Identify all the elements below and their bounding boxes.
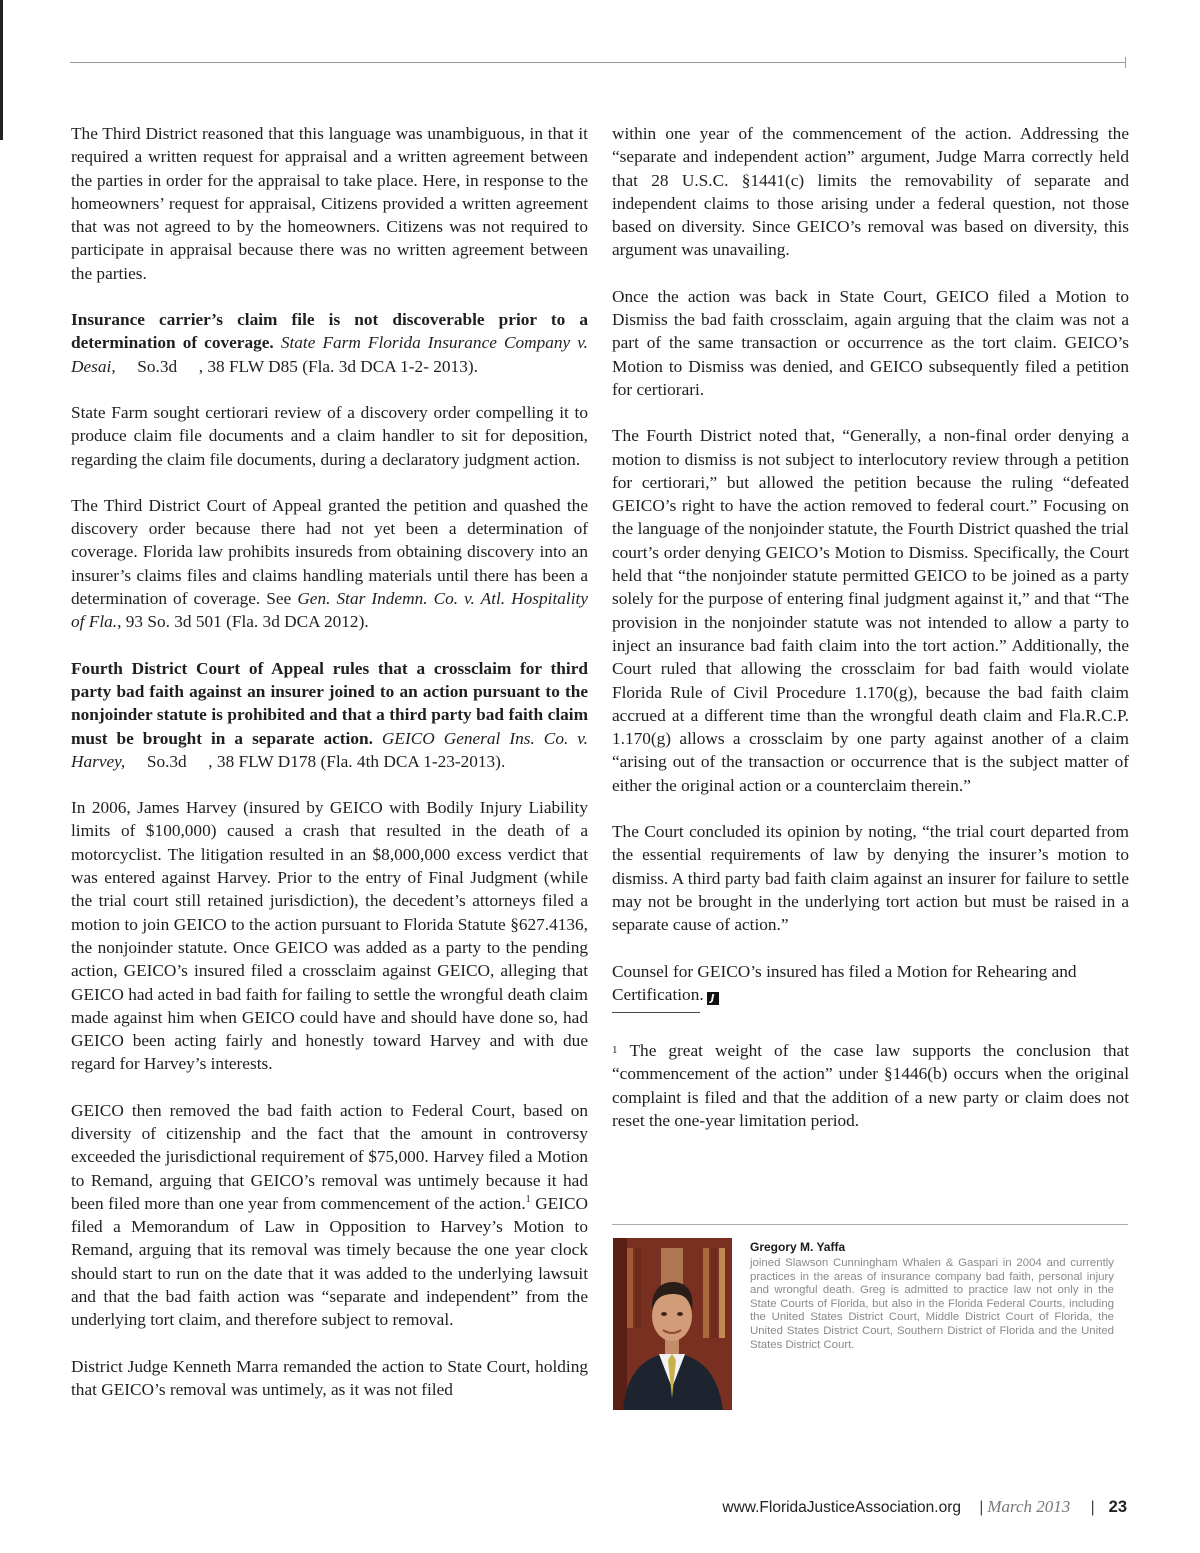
paragraph-text: , 93 So. 3d 501 (Fla. 3d DCA 2012). [117, 612, 369, 632]
paragraph: District Judge Kenneth Marra remanded the action to State Court, holding that GEICO’s removal was untimely, as it was not filed [71, 1356, 588, 1399]
paragraph: In 2006, James Harvey (insured by GEICO with Bodily Injury Liability limits of $100,000) caused a crash that resulted in the death of a motorcyclist. The litigation resulted in an $8,000,000 excess verdict that was entered against Harvey. Prior to the entry of Final Judgment (while the trial court still retained jurisdiction), the decedent’s attorneys filed a motion to join GEICO to the action pursuant to Florida Statute §627.4136, the nonjoinder statute. Once GEICO was added as a party to the pending action, GEICO’s insured filed a crossclaim against GEICO, alleging that GEICO had acted in bad faith for failing to settle the wrongful death claim made against him when GEICO could have and should have done so, had GEICO been acting fairly and honestly toward Harvey and with due regard for Harvey’s interests. [71, 798, 588, 1074]
paragraph-text: Counsel for GEICO’s insured has filed a Motion for Rehearing and Certification. [612, 961, 1077, 1004]
paragraph [612, 960, 1129, 1007]
paragraph-text: The Third District Court of Appeal granted the petition and quashed the discovery order because there had not yet been a determination of coverage. Florida law prohibits insureds from obtaining discovery into an insurer’s claims files and claims handling materials until there has been a determination of coverage. See [71, 495, 588, 609]
paragraph: The Third District reasoned that this language was unambiguous, in that it required a written request for appraisal and a written agreement between the parties in order for the appraisal to take place. Here, in response to the homeowners’ request for appraisal, Citizens provided a written agreement that was not agreed to by the homeowners. Citizens was not required to participate in appraisal because there was no written agreement between the parties. [71, 124, 588, 283]
heading-bold: Insurance carrier’s claim file is not discoverable prior to a determination of coverage. [71, 310, 588, 353]
page-edge-mark [0, 0, 3, 140]
paragraph: The Court concluded its opinion by noting, “the trial court departed from the essential requirements of law by denying the insurer’s motion to dismiss. A third party bad faith claim against an insurer for failure to settle may not be brought in the underlying tort action but must be raised in a separate cause of action.” [612, 822, 1129, 935]
author-photo [613, 1238, 732, 1410]
author-name: Gregory M. Yaffa [750, 1240, 846, 1254]
paragraph: within one year of the commencement of the action. Addressing the “separate and independent action” argument, Judge Marra correctly held that 28 U.S.C. §1441(c) limits the removability of separate and independent claims to those arising under a federal question, not those based on diversity. Since GEICO’s removal was based on diversity, this argument was unavailing. [612, 124, 1129, 260]
issue-date: March 2013 [987, 1497, 1071, 1516]
paragraph [71, 1099, 588, 1332]
left-column [71, 122, 588, 1401]
citation-rest: So.3d , 38 FLW D85 (Fla. 3d DCA 1-2- 2013). [115, 356, 478, 376]
footnote-number: 1 [612, 1044, 618, 1057]
end-mark-icon: J [707, 992, 719, 1005]
case-citation: State Farm Florida Insurance Company v. Desai, [71, 333, 589, 376]
author-bio [750, 1240, 1114, 1352]
author-bio-text: joined Slawson Cunningham Whalen & Gaspari in 2004 and currently practices in the areas of insurance company bad faith, personal injury and wrongful death. Greg is admitted to practice law not only in the State Courts of Florida, but also in the Florida Federal Courts, including the United States District Court, Middle District Court of Florida, the United States District Court, Southern District of Florida and the United States District Court. [750, 1257, 1114, 1351]
footnote [612, 1039, 1129, 1132]
paragraph [71, 494, 588, 634]
bio-rule [612, 1224, 1128, 1225]
section-heading [71, 308, 588, 378]
header-rule-tick [1125, 57, 1126, 68]
paragraph: State Farm sought certiorari review of a discovery order compelling it to produce claim file documents and a claim handler to sit for deposition, regarding the claim file documents, during a declaratory judgment action. [71, 402, 588, 469]
footnote-rule [612, 1012, 700, 1013]
case-citation: GEICO General Ins. Co. v. Harvey, [71, 728, 589, 771]
citation-rest: So.3d , 38 FLW D178 (Fla. 4th DCA 1-23-2013). [125, 751, 506, 771]
paragraph: The Fourth District noted that, “Generally, a non-final order denying a motion to dismiss is not subject to interlocutory review through a petition for certiorari,” but allowed the petition because the ruling “defeated GEICO’s right to have the action removed to federal court.” Focusing on the language of the nonjoinder statute, the Fourth District quashed the trial court’s order denying GEICO’s Motion to Dismiss. Specifically, the Court held that “the nonjoinder statute permitted GEICO to be joined as a party solely for the purpose of entering final judgment against it,” and that “The provision in the nonjoinder statute was not intended to allow a party to inject an insurance bad faith claim into the tort action.” Additionally, the Court ruled that allowing the crossclaim for bad faith would violate Florida Rule of Civil Procedure 1.170(g), because the bad faith claim accrued at a different time than the wrongful death claim and Fla.R.C.P. 1.170(g) allows a crossclaim by one party against another of a claim “arising out of the transaction or occurrence that is the subject matter of either the original action or a counterclaim therein.” [612, 426, 1129, 795]
footnote-ref: 1 [525, 1194, 531, 1206]
paragraph-text: GEICO then removed the bad faith action to Federal Court, based on diversity of citizenship and the fact that the amount in controversy exceeded the jurisdictional requirement of $75,000. Harvey filed a Motion to Remand, arguing that GEICO’s removal was untimely because it had been filed more than one year from commencement of the action. [71, 1100, 588, 1213]
paragraph: Once the action was back in State Court, GEICO filed a Motion to Dismiss the bad faith crossclaim, again arguing that the claim was not a part of the same transaction or occurrence as the tort claim. GEICO’s Motion to Dismiss was denied, and GEICO subsequently filed a petition for certiorari. [612, 286, 1129, 399]
author-portrait-icon [613, 1238, 732, 1410]
footer-separator: | [979, 1499, 984, 1516]
page-footer [600, 1497, 1127, 1517]
page-number: 23 [1108, 1498, 1127, 1516]
header-rule [70, 62, 1126, 63]
paragraph-text: GEICO filed a Memorandum of Law in Opposition to Harvey’s Motion to Remand, arguing that its removal was timely because the one year clock should start to run on the date that it was added to the underlying lawsuit and that the bad faith action was “separate and independent” from the underlying tort claim, and therefore subject to removal. [71, 1193, 588, 1330]
website-url: www.FloridaJusticeAssociation.org [722, 1499, 961, 1516]
heading-bold: Fourth District Court of Appeal rules that a crossclaim for third party bad faith against an insurer joined to an action pursuant to the nonjoinder statute is prohibited and that a third party bad faith claim must be brought in a separate action. [71, 658, 588, 748]
footer-separator: | [1090, 1499, 1095, 1516]
right-column [612, 122, 1129, 1132]
footnote-text: The great weight of the case law supports the conclusion that “commencement of the action” under §1446(b) occurs when the original complaint is filed and that the addition of a new party or claim does not reset the one-year limitation period. [612, 1041, 1129, 1130]
case-citation: Gen. Star Indemn. Co. v. Atl. Hospitality of Fla. [71, 589, 588, 632]
section-heading [71, 657, 588, 773]
